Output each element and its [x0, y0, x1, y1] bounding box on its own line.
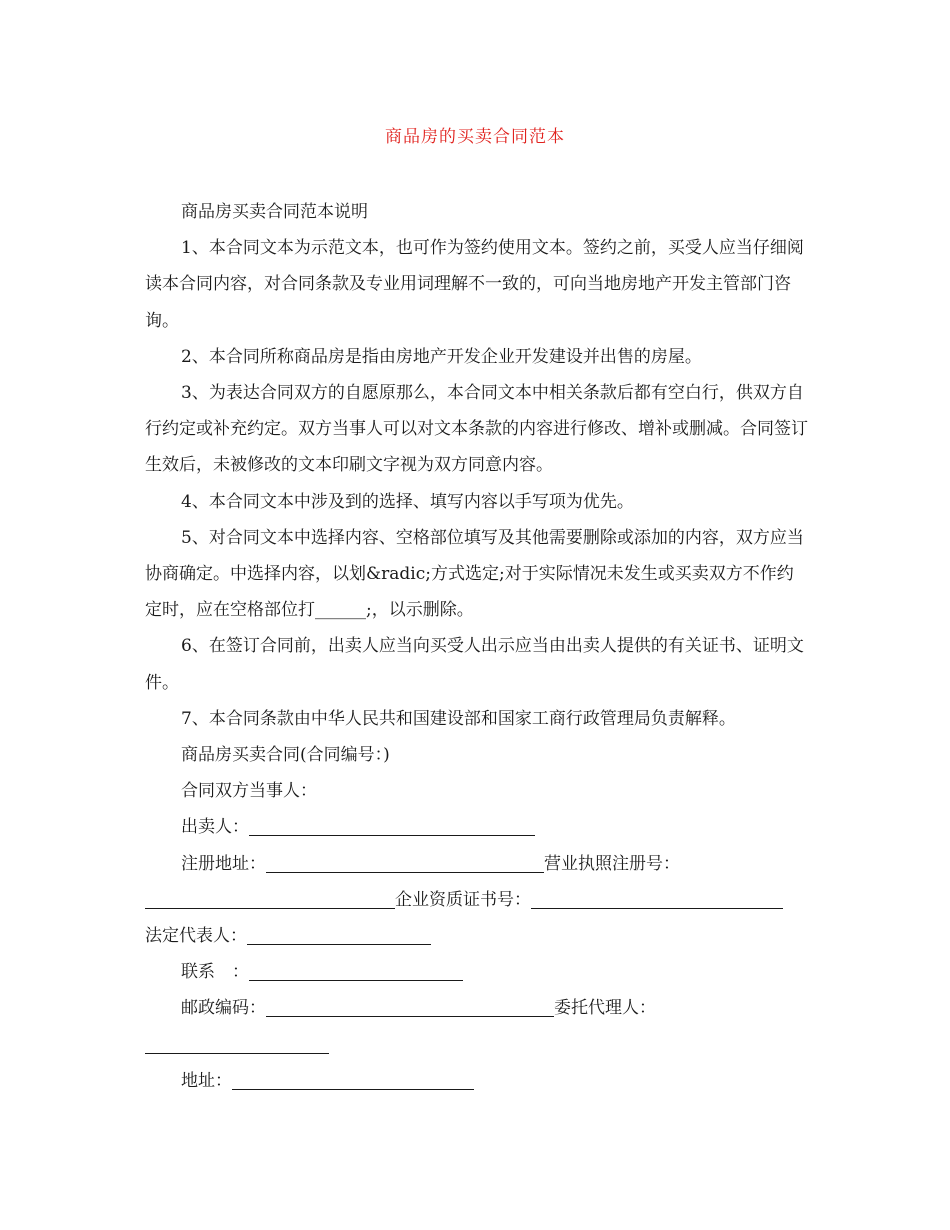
qualification-no-label: 企业资质证书号： [395, 889, 531, 910]
qualification-line [145, 882, 810, 918]
note-paragraph-5: 5、对合同文本中选择内容、空格部位填写及其他需要删除或添加的内容，双方应当协商确定。中选择内容，以划&radic;方式选定;对于实际情况未发生或买卖双方不作约定时，应在空格部位打______;，以示删除。 [145, 527, 804, 621]
address-blank[interactable] [232, 1067, 474, 1090]
registered-address-line [145, 846, 810, 882]
license-no-label: 营业执照注册号： [544, 853, 680, 874]
contract-heading: 商品房买卖合同(合同编号：) [181, 745, 390, 766]
document-body [145, 194, 810, 1099]
license-no-blank[interactable] [145, 886, 395, 909]
postal-code-label: 邮政编码： [181, 998, 266, 1019]
note-paragraph-7: 7、本合同条款由中华人民共和国建设部和国家工商行政管理局负责解释。 [181, 708, 736, 729]
address-line [145, 1063, 810, 1099]
contact-label: 联系 ： [181, 962, 249, 983]
agent-blank[interactable] [145, 1031, 329, 1054]
seller-line [145, 809, 810, 845]
seller-label: 出卖人： [181, 817, 249, 838]
legal-rep-line [145, 918, 810, 954]
registered-address-blank[interactable] [266, 850, 544, 873]
registered-address-label: 注册地址： [181, 853, 266, 874]
legal-rep-label: 法定代表人： [145, 926, 247, 947]
agent-label: 委托代理人： [554, 998, 656, 1019]
note-paragraph-3: 3、为表达合同双方的自愿原那么，本合同文本中相关条款后都有空白行，供双方自行约定或补充约定。双方当事人可以对文本条款的内容进行修改、增补或删减。合同签订生效后，未被修改的文本印刷文字视为双方同意内容。 [145, 383, 808, 476]
document-title: 商品房的买卖合同范本 [385, 127, 565, 147]
qualification-no-blank[interactable] [531, 886, 783, 909]
parties-heading: 合同双方当事人： [181, 781, 317, 802]
contact-line [145, 954, 810, 990]
intro-heading: 商品房买卖合同范本说明 [181, 202, 368, 222]
note-paragraph-2: 2、本合同所称商品房是指由房地产开发企业开发建设并出售的房屋。 [181, 346, 702, 367]
note-paragraph-4: 4、本合同文本中涉及到的选择、填写内容以手写项为优先。 [181, 491, 634, 512]
postal-code-line [145, 990, 810, 1026]
legal-rep-blank[interactable] [247, 922, 431, 945]
note-paragraph-6: 6、在签订合同前，出卖人应当向买受人出示应当由出卖人提供的有关证书、证明文件。 [145, 636, 804, 693]
address-label: 地址： [181, 1070, 232, 1091]
contact-blank[interactable] [249, 958, 463, 981]
seller-blank[interactable] [249, 813, 535, 836]
postal-code-blank[interactable] [266, 994, 554, 1017]
note-paragraph-1: 1、本合同文本为示范文本，也可作为签约使用文本。签约之前，买受人应当仔细阅读本合同内容，对合同条款及专业用词理解不一致的，可向当地房地产开发主管部门咨询。 [145, 238, 804, 331]
agent-blank-line [145, 1027, 810, 1063]
